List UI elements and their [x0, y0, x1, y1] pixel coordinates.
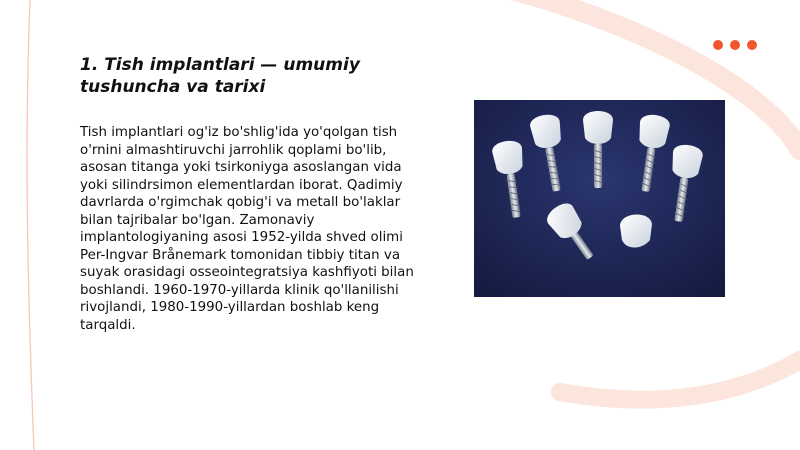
arc-lower	[560, 360, 800, 400]
three-dots-icon[interactable]	[712, 39, 758, 51]
slide-body-text: Tish implantlari og'iz bo'shlig'ida yo'qolgan tish o'rnini almashtiruvchi jarrohlik qoplami bo'lib, asosan titanga yoki tsirkoniyga asoslangan vida yoki silindrsimon elementlardan iborat. Qadimiy davrlarda o'rgimchak qobig'i va metall bo'laklar bilan tajribalar bo'lgan. Zamonaviy implantologiyaning asosi 1952-yilda shved olimi Per-Ingvar Brånemark tomonidan tibbiy titan va suyak orasidagi osseointegratsiya kashfiyoti bilan boshlandi. 1960-1970-yillarda klinik qo'llanilishi rivojlandi, 1980-1990-yillardan boshlab keng tarqaldi.	[80, 125, 414, 333]
arc-left-line	[27, 0, 34, 450]
dental-implants-image	[474, 100, 725, 297]
slide-title: 1. Tish implantlari — umumiy tushuncha va tarixi	[80, 55, 360, 97]
